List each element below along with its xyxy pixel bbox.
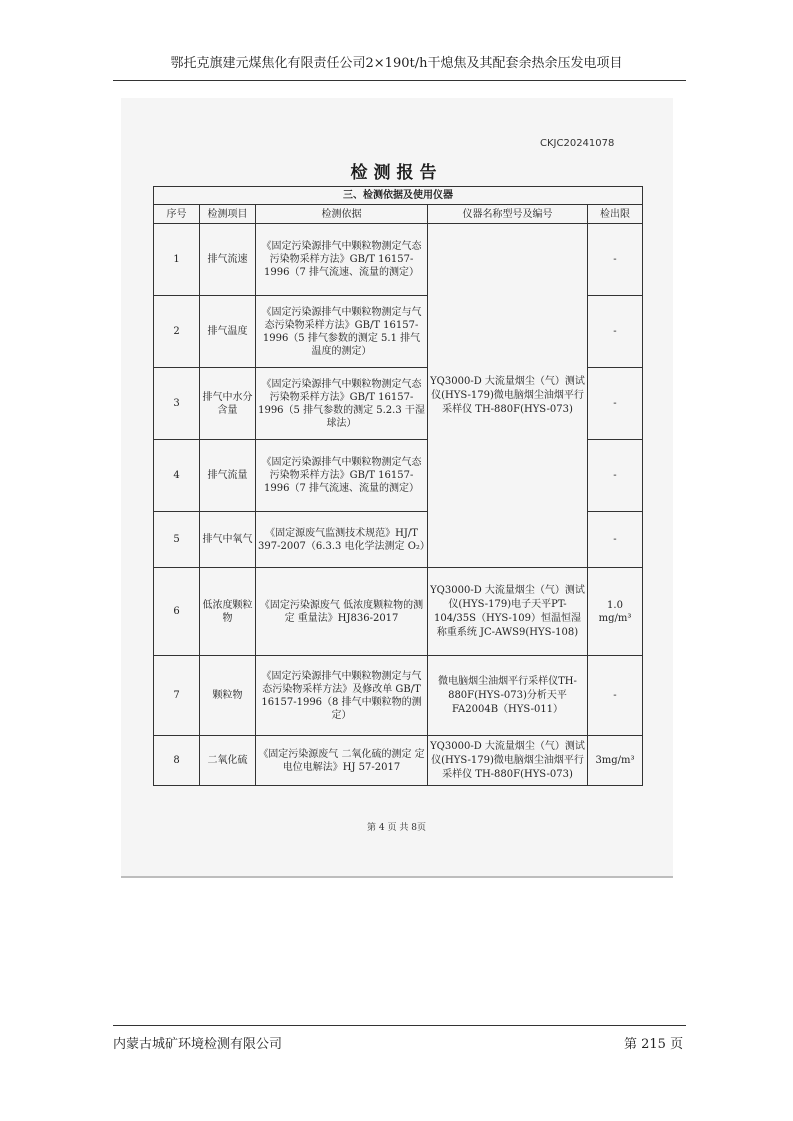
- table-row: [154, 568, 643, 656]
- row-limit: -: [588, 224, 643, 296]
- report-number: CKJC20241078: [540, 138, 615, 149]
- row-item: 排气中水分含量: [200, 368, 256, 440]
- row-basis: 《固定污染源排气中颗粒物测定气态污染物采样方法》GB/T 16157-1996（5 排气参数的测定 5.2.3 干湿球法）: [256, 368, 428, 440]
- row-basis: 《固定污染源排气中颗粒物测定与气态污染物采样方法》及修改单 GB/T 16157-1996（8 排气中颗粒物的测定）: [256, 656, 428, 736]
- inspection-basis-table: [153, 186, 643, 786]
- col-header-item: 检测项目: [200, 205, 256, 224]
- report-title: 检测报告: [350, 163, 443, 183]
- col-header-basis: 检测依据: [256, 205, 428, 224]
- row-limit: -: [588, 512, 643, 568]
- row-item: 二氧化硫: [200, 736, 256, 786]
- section-title: 三、检测依据及使用仪器: [154, 187, 643, 205]
- row-limit: -: [588, 296, 643, 368]
- page-header: 鄂托克旗建元煤焦化有限责任公司2×190t/h干熄焦及其配套余热余压发电项目: [170, 56, 623, 71]
- row-no: 4: [154, 440, 200, 512]
- row-no: 1: [154, 224, 200, 296]
- row-basis: 《固定污染源排气中颗粒物测定气态污染物采样方法》GB/T 16157-1996（7 排气流速、流量的测定）: [256, 440, 428, 512]
- scan-bottom-edge: [121, 876, 673, 878]
- row-basis: 《固定污染源废气 二氧化硫的测定 定电位电解法》HJ 57-2017: [256, 736, 428, 786]
- row-no: 3: [154, 368, 200, 440]
- col-header-limit: 检出限: [588, 205, 643, 224]
- footer-divider: [113, 1025, 686, 1026]
- row-basis: 《固定污染源排气中颗粒物测定与气态污染物采样方法》GB/T 16157-1996（5 排气参数的测定 5.1 排气温度的测定）: [256, 296, 428, 368]
- row-item: 低浓度颗粒物: [200, 568, 256, 656]
- row-instrument: YQ3000-D 大流量烟尘（气）测试仪(HYS-179)电子天平PT-104/35S（HYS-109）恒温恒湿称重系统 JC-AWS9(HYS-108): [428, 568, 588, 656]
- row-basis: 《固定污染源排气中颗粒物测定气态污染物采样方法》GB/T 16157-1996（7 排气流速、流量的测定）: [256, 224, 428, 296]
- col-header-no: 序号: [154, 205, 200, 224]
- row-no: 6: [154, 568, 200, 656]
- row-no: 8: [154, 736, 200, 786]
- row-limit: -: [588, 440, 643, 512]
- row-item: 颗粒物: [200, 656, 256, 736]
- section-title-row: [154, 187, 643, 205]
- row-basis: 《固定污染源废气 低浓度颗粒物的测定 重量法》HJ836-2017: [256, 568, 428, 656]
- row-limit: -: [588, 368, 643, 440]
- row-basis: 《固定源废气监测技术规范》HJ/T 397-2007（6.3.3 电化学法测定 O₂）: [256, 512, 428, 568]
- table-row: [154, 224, 643, 296]
- table-row: [154, 656, 643, 736]
- row-no: 7: [154, 656, 200, 736]
- row-limit: 3mg/m³: [588, 736, 643, 786]
- table-row: [154, 736, 643, 786]
- footer-company: 内蒙古城矿环境检测有限公司: [113, 1037, 283, 1052]
- row-limit: 1.0 mg/m³: [588, 568, 643, 656]
- row-no: 2: [154, 296, 200, 368]
- row-no: 5: [154, 512, 200, 568]
- row-limit: -: [588, 656, 643, 736]
- header-divider: [113, 80, 686, 81]
- row-instrument-merged: YQ3000-D 大流量烟尘（气）测试仪(HYS-179)微电脑烟尘油烟平行采样仪 TH-880F(HYS-073): [428, 224, 588, 568]
- footer-page-number: 第 215 页: [624, 1037, 684, 1052]
- row-item: 排气流量: [200, 440, 256, 512]
- inner-page-footer: 第 4 页 共 8页: [367, 823, 426, 833]
- row-item: 排气温度: [200, 296, 256, 368]
- column-header-row: [154, 205, 643, 224]
- row-item: 排气中氧气: [200, 512, 256, 568]
- col-header-instrument: 仪器名称型号及编号: [428, 205, 588, 224]
- row-instrument: 微电脑烟尘油烟平行采样仪TH-880F(HYS-073)分析天平 FA2004B（HYS-011）: [428, 656, 588, 736]
- row-instrument: YQ3000-D 大流量烟尘（气）测试仪(HYS-179)微电脑烟尘油烟平行采样仪 TH-880F(HYS-073): [428, 736, 588, 786]
- row-item: 排气流速: [200, 224, 256, 296]
